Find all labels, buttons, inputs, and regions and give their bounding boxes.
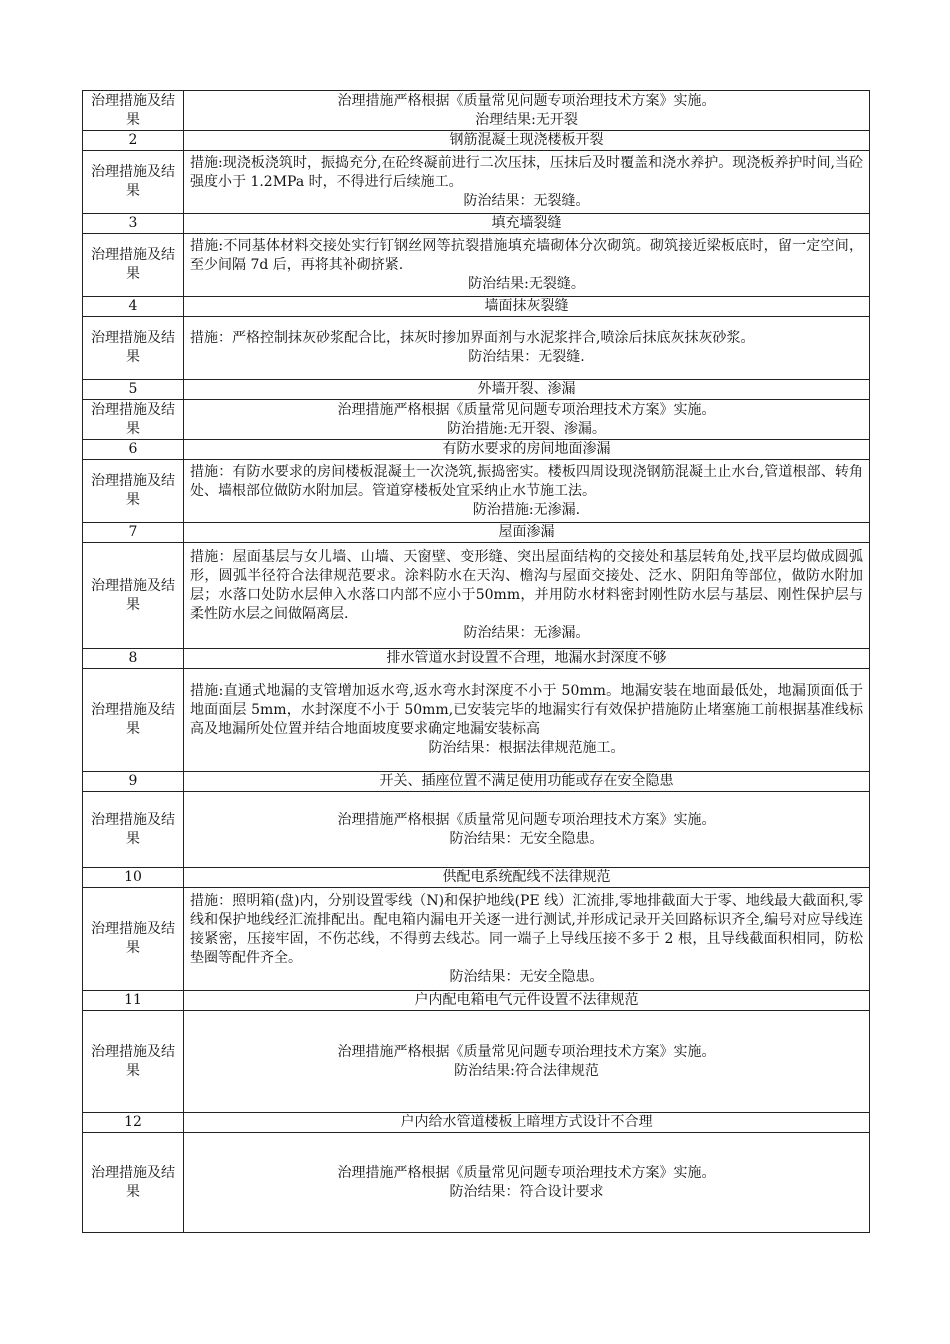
measure-row <box>83 888 870 991</box>
item-title: 供配电系统配线不法律规范 <box>184 868 870 888</box>
measure-label: 治理措施及结果 <box>83 669 184 772</box>
measure-row <box>83 234 870 297</box>
measure-text: 措施：屋面基层与女儿墙、山墙、天窗壁、变形缝、突出屋面结构的交接处和基层转角处,找平层均做成圆弧形，圆弧半径符合法律规范要求。涂料防水在天沟、檐沟与屋面交接处、泛水、阴阳角等部位，做防水附加层；水落口处防水层伸入水落口内部不应小于50mm，并用防水材料密封刚性防水层与基层、刚性保护层与柔性防水层之间做隔离层. <box>190 549 863 622</box>
measure-label: 治理措施及结果 <box>83 91 184 131</box>
item-title: 有防水要求的房间地面渗漏 <box>184 440 870 460</box>
measure-result: 防治结果:无裂缝。 <box>468 275 585 292</box>
measure-text: 治理措施严格根据《质量常见问题专项治理技术方案》实施。 <box>337 401 716 418</box>
measure-content <box>184 234 870 297</box>
measure-row <box>83 91 870 131</box>
item-number: 8 <box>83 649 184 669</box>
quality-measures-table <box>82 90 870 1233</box>
item-header-row <box>83 649 870 669</box>
item-header-row <box>83 523 870 543</box>
item-title: 填充墙裂缝 <box>184 214 870 234</box>
measure-result: 防治结果：无安全隐患。 <box>449 968 604 985</box>
measure-label: 治理措施及结果 <box>83 151 184 214</box>
measure-result: 防治结果：根据法律规范施工。 <box>428 740 625 756</box>
item-header-row <box>83 380 870 400</box>
measure-row <box>83 1133 870 1233</box>
measure-label: 治理措施及结果 <box>83 317 184 380</box>
measure-label: 治理措施及结果 <box>83 1011 184 1113</box>
measure-label: 治理措施及结果 <box>83 1133 184 1233</box>
measure-text: 措施:现浇板浇筑时，振捣充分,在砼终凝前进行二次压抹，压抹后及时覆盖和浇水养护。现浇板养护时间,当砼强度小于 1.2MPa 时，不得进行后续施工。 <box>190 154 863 190</box>
measure-content <box>184 400 870 440</box>
measure-text: 治理措施严格根据《质量常见问题专项治理技术方案》实施。 <box>337 1043 716 1060</box>
item-number: 9 <box>83 772 184 792</box>
measure-row <box>83 400 870 440</box>
measure-text: 措施:不同基体材料交接处实行钉钢丝网等抗裂措施填充墙砌体分次砌筑。砌筑接近梁板底时，留一定空间，至少间隔 7d 后，再将其补砌挤紧. <box>190 237 863 273</box>
item-header-row <box>83 214 870 234</box>
measure-text: 措施：照明箱(盘)内，分别设置零线（N)和保护地线(PE 线）汇流排,零地排截面大于零、地线最大截面积,零线和保护地线经汇流排配出。配电箱内漏电开关逐一进行测试,并形成记录开关回路标识齐全,编号对应导线连接紧密，压接牢固，不伤芯线，不得剪去线芯。同一端子上导线压接不多于 2 根，且导线截面积相同，防松垫圈等配件齐全。 <box>190 892 863 966</box>
item-header-row <box>83 440 870 460</box>
item-header-row <box>83 297 870 317</box>
measure-content <box>184 151 870 214</box>
measure-label: 治理措施及结果 <box>83 888 184 991</box>
measure-result: 防治结果：无安全隐患。 <box>449 830 604 847</box>
measure-text: 措施:直通式地漏的支管增加返水弯,返水弯水封深度不小于 50mm。地漏安装在地面最低处，地漏顶面低于地面面层 5mm，水封深度不小于 50mm,已安装完毕的地漏实行有效保护措施防止堵塞施工前根据基准线标高及地漏所处位置并结合地面坡度要求确定地漏安装标高 <box>190 683 863 737</box>
measure-result: 防治结果：无渗漏。 <box>463 625 590 641</box>
measure-content <box>184 1133 870 1233</box>
measure-content <box>184 1011 870 1113</box>
measure-text: 措施：有防水要求的房间楼板混凝土一次浇筑,振捣密实。楼板四周设现浇钢筋混凝土止水台,管道根部、转角处、墙根部位做防水附加层。管道穿楼板处宜采纳止水节施工法。 <box>190 463 863 499</box>
measure-row <box>83 317 870 380</box>
item-number: 7 <box>83 523 184 543</box>
measure-content <box>184 669 870 772</box>
item-title: 墙面抹灰裂缝 <box>184 297 870 317</box>
item-title: 钢筋混凝土现浇楼板开裂 <box>184 131 870 151</box>
measure-result: 防治措施:无渗漏. <box>472 501 581 518</box>
measure-content <box>184 543 870 649</box>
item-title: 开关、插座位置不满足使用功能或存在安全隐患 <box>184 772 870 792</box>
measure-text: 措施：严格控制抹灰砂浆配合比，抹灰时掺加界面剂与水泥浆拌合,喷涂后抹底灰抹灰砂浆。 <box>190 330 755 346</box>
measure-label: 治理措施及结果 <box>83 792 184 868</box>
measure-row <box>83 543 870 649</box>
measure-result: 防治措施:无开裂、渗漏。 <box>447 420 606 437</box>
measure-row <box>83 669 870 772</box>
item-number: 3 <box>83 214 184 234</box>
measure-label: 治理措施及结果 <box>83 400 184 440</box>
measure-text: 治理措施严格根据《质量常见问题专项治理技术方案》实施。 <box>337 1164 716 1181</box>
item-header-row <box>83 131 870 151</box>
item-number: 10 <box>83 868 184 888</box>
item-number: 5 <box>83 380 184 400</box>
item-title: 排水管道水封设置不合理，地漏水封深度不够 <box>184 649 870 669</box>
measure-row <box>83 792 870 868</box>
table-body <box>83 91 870 1233</box>
measure-content <box>184 888 870 991</box>
measure-result: 防治结果：无裂缝。 <box>463 192 590 209</box>
measure-content <box>184 460 870 523</box>
item-number: 2 <box>83 131 184 151</box>
measure-label: 治理措施及结果 <box>83 543 184 649</box>
item-number: 11 <box>83 991 184 1011</box>
measure-content <box>184 317 870 380</box>
measure-result: 防治结果：符合设计要求 <box>449 1183 604 1200</box>
measure-result: 治理结果:无开裂 <box>475 111 578 128</box>
measure-content <box>184 792 870 868</box>
measure-text: 治理措施严格根据《质量常见问题专项治理技术方案》实施。 <box>337 811 716 828</box>
measure-row <box>83 151 870 214</box>
item-header-row <box>83 868 870 888</box>
item-title: 户内给水管道楼板上暗埋方式设计不合理 <box>184 1113 870 1133</box>
item-header-row <box>83 1113 870 1133</box>
measure-content <box>184 91 870 131</box>
measure-row <box>83 460 870 523</box>
measure-label: 治理措施及结果 <box>83 460 184 523</box>
item-title: 屋面渗漏 <box>184 523 870 543</box>
measure-result: 防治结果：无裂缝. <box>468 349 585 365</box>
measure-text: 治理措施严格根据《质量常见问题专项治理技术方案》实施。 <box>337 92 716 109</box>
item-number: 6 <box>83 440 184 460</box>
item-header-row <box>83 772 870 792</box>
item-title: 户内配电箱电气元件设置不法律规范 <box>184 991 870 1011</box>
item-title: 外墙开裂、渗漏 <box>184 380 870 400</box>
measure-label: 治理措施及结果 <box>83 234 184 297</box>
item-header-row <box>83 991 870 1011</box>
item-number: 12 <box>83 1113 184 1133</box>
measure-result: 防治结果:符合法律规范 <box>454 1062 599 1079</box>
item-number: 4 <box>83 297 184 317</box>
measure-row <box>83 1011 870 1113</box>
